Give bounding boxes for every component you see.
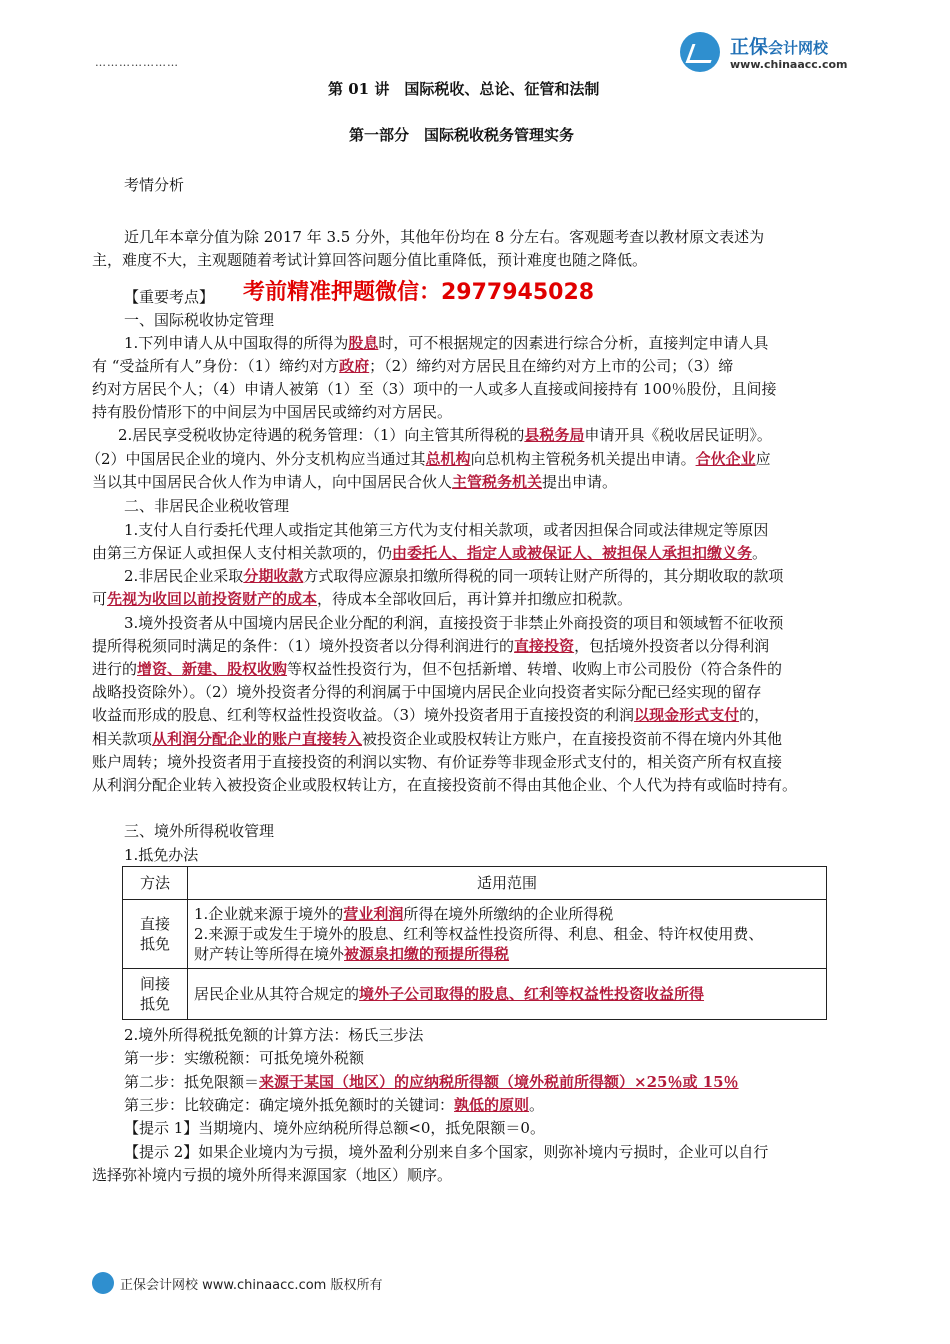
text: 的，: [739, 706, 770, 724]
header-scope: 适用范围: [188, 867, 827, 900]
promo-text: 考前精准押题微信：2977945028: [243, 280, 595, 305]
credit-methods-table: [122, 866, 827, 1020]
text: 当以其中国居民合伙人作为申请人，向中国居民合伙人: [92, 473, 453, 491]
text: 方式取得应源泉扣缴所得税的同一项转让财产所得的，其分期收取的款项: [303, 567, 784, 585]
text: 第三步：比较确定：确定境外抵免额时的关键词：: [124, 1096, 455, 1114]
text: 申请开具《税收居民证明》。: [584, 426, 772, 444]
text: 2.居民享受税收协定待遇的税务管理：（1）向主管其所得税的: [118, 426, 525, 444]
table-row: [123, 969, 827, 1020]
text: 间接: [139, 975, 170, 993]
brand-logo[interactable]: [680, 30, 880, 78]
s1-p1-line: [92, 355, 733, 377]
text: 抵免: [139, 995, 170, 1013]
logo-icon: [680, 32, 720, 72]
section3-heading: 三、境外所得税收管理: [124, 822, 275, 840]
s2-p3-line: 账户周转；境外投资者用于直接投资的利润以实物、有价证券等非现金形式支付的，相关资产所有权直接: [92, 753, 783, 771]
highlight: 总机构: [425, 450, 471, 468]
text: 居民企业从其符合规定的: [194, 985, 360, 1003]
text: 提所得税须同时满足的条件：（1）境外投资者以分得利润进行的: [92, 637, 515, 655]
text: 提出申请。: [542, 473, 618, 491]
text: 直接: [139, 915, 170, 933]
highlight: 由委托人、指定人或被保证人、被担保人承担扣缴义务: [392, 544, 753, 562]
s2-p3-line: [92, 728, 782, 750]
text: 由第三方保证人或担保人支付相关款项的，仍: [92, 544, 393, 562]
section2-heading: 二、非居民企业税收管理: [124, 497, 290, 515]
part-title: 第一部分 国际税收税务管理实务: [349, 126, 575, 144]
method-cell: [123, 900, 188, 969]
tip-2-line: 选择弥补境内亏损的境外所得来源国家（地区）顺序。: [92, 1166, 453, 1184]
text: 被投资企业或股权转让方账户，在直接投资前不得在境内外其他: [362, 730, 783, 748]
tip-2-line: 【提示 2】如果企业境内为亏损，境外盈利分别来自多个国家，则弥补境内亏损时，企业可以自行: [124, 1143, 769, 1161]
scope-line: [194, 944, 820, 964]
highlight: 来源于某国（地区）的应纳税所得额（境外税前所得额）×25％或 15％: [259, 1073, 739, 1091]
method-cell: [123, 969, 188, 1020]
analysis-line-2: 主，难度不大，主观题随着考试计算回答问题分值比重降低，预计难度也随之降低。: [92, 251, 648, 269]
text: ，包括境外投资者以分得利润: [574, 637, 770, 655]
scope-cell: [188, 969, 827, 1020]
s2-p2-line: [124, 565, 783, 587]
logo-text: [730, 32, 828, 59]
logo-url: www.chinaacc.com: [730, 58, 848, 71]
s2-p3-line: [92, 658, 782, 680]
footer-logo-icon: [92, 1272, 114, 1294]
text: 等权益性投资行为，但不包括新增、转增、收购上市公司股份（符合条件的: [287, 660, 783, 678]
text: ；（2）缔约对方居民且在缔约对方上市的公司；（3）缔: [369, 357, 734, 375]
text: 应: [755, 450, 771, 468]
s2-p3-line: [92, 704, 769, 726]
text: 所得在境外所缴纳的企业所得税: [403, 905, 614, 923]
step-3: [124, 1094, 544, 1116]
text: 向总机构主管税务机关提出申请。: [470, 450, 696, 468]
footer-copyright: 正保会计网校 www.chinaacc.com 版权所有: [120, 1278, 383, 1293]
step-2: [124, 1071, 739, 1093]
scope-line: 2.来源于或发生于境外的股息、红利等权益性投资所得、利息、租金、特许权使用费、: [194, 925, 764, 943]
highlight: 营业利润: [343, 905, 404, 923]
scope-line: [194, 984, 820, 1004]
logo-main: 正保: [730, 36, 769, 58]
key-points-label: 【重要考点】: [124, 288, 215, 306]
s1-p1-line: [124, 332, 768, 354]
logo-sub: 会计网校: [768, 39, 829, 57]
table-row: [123, 900, 827, 969]
highlight: 主管税务机关: [452, 473, 543, 491]
analysis-heading: 考情分析: [124, 176, 185, 194]
s2-p3-line: 战略投资除外）。（2）境外投资者分得的利润属于中国境内居民企业向投资者实际分配已经实现的留存: [92, 683, 762, 701]
s1-p1-line: 约对方居民个人；（4）申请人被第（1）至（3）项中的一人或多人直接或间接持有 100％股份，且间接: [92, 380, 777, 398]
highlight: 直接投资: [514, 637, 575, 655]
credit-methods-heading: 1.抵免办法: [124, 846, 199, 864]
text: 第二步：抵免限额＝: [124, 1073, 260, 1091]
text: 收益而形成的股息、红利等权益性投资收益。（3）境外投资者用于直接投资的利润: [92, 706, 635, 724]
scope-line: [194, 904, 820, 924]
s2-p1-line: 1.支付人自行委托代理人或指定其他第三方代为支付相关款项，或者因担保合同或法律规定等原因: [124, 521, 769, 539]
highlight: 以现金形式支付: [634, 706, 740, 724]
text: 相关款项: [92, 730, 153, 748]
section1-heading: 一、国际税收协定管理: [124, 311, 275, 329]
s2-p1-line: [92, 542, 767, 564]
s2-p3-line: 从利润分配企业转入被投资企业或股权转让方，在直接投资前不得由其他企业、个人代为持有或临时持有。: [92, 776, 798, 794]
scope-cell: [188, 900, 827, 969]
highlight: 境外子公司取得的股息、红利等权益性投资收益所得: [359, 985, 705, 1003]
lecture-title: 第 01 讲 国际税收、总论、征管和法制: [328, 80, 600, 98]
highlight: 被源泉扣缴的预提所得税: [344, 945, 510, 963]
s1-p2-line: [118, 424, 772, 446]
s1-p2-line: [86, 448, 771, 470]
text: 可: [92, 590, 108, 608]
step-1: 第一步：实缴税额：可抵免境外税额: [124, 1049, 365, 1067]
text: 进行的: [92, 660, 138, 678]
header-method: 方法: [123, 867, 188, 900]
text: 时，可不根据规定的因素进行综合分析，直接判定申请人具: [378, 334, 769, 352]
text: ，待成本全部收回后，再计算并扣缴应扣税款。: [317, 590, 633, 608]
s2-p2-line: [92, 588, 632, 610]
highlight: 股息: [348, 334, 379, 352]
text: 。: [752, 544, 768, 562]
s1-p2-line: [92, 471, 617, 493]
highlight: 增资、新建、股权收购: [137, 660, 288, 678]
highlight: 从利润分配企业的账户直接转入: [152, 730, 363, 748]
highlight: 孰低的原则: [454, 1096, 530, 1114]
text: 1.下列申请人从中国取得的所得为: [124, 334, 349, 352]
highlight: 先视为收回以前投资财产的成本: [107, 590, 318, 608]
text: 2.非居民企业采取: [124, 567, 244, 585]
s1-p1-line: 持有股份情形下的中间层为中国居民或缔约对方居民。: [92, 403, 453, 421]
table-header-row: [123, 867, 827, 900]
s2-p3-line: [92, 635, 769, 657]
text: 抵免: [139, 935, 170, 953]
text: 有 “受益所有人”身份：（1）缔约对方: [92, 357, 340, 375]
analysis-line-1: 近几年本章分值为除 2017 年 3.5 分外，其他年份均在 8 分左右。客观题考查以教材原文表述为: [124, 228, 765, 246]
calc-method-heading: 2.境外所得税抵免额的计算方法：杨氏三步法: [124, 1026, 424, 1044]
text: （2）中国居民企业的境内、外分支机构应当通过其: [86, 450, 426, 468]
text: 。: [529, 1096, 545, 1114]
highlight: 政府: [339, 357, 370, 375]
footer: [92, 1272, 492, 1298]
text: 财产转让等所得在境外: [194, 945, 345, 963]
s2-p3-line: 3.境外投资者从中国境内居民企业分配的利润，直接投资于非禁止外商投资的项目和领域暂不征收预: [124, 614, 784, 632]
highlight: 县税务局: [524, 426, 585, 444]
header-mark: …………………: [95, 56, 179, 69]
highlight: 分期收款: [243, 567, 304, 585]
tip-1: 【提示 1】当期境内、境外应纳税所得总额<0，抵免限额＝0。: [124, 1119, 545, 1137]
text: 1.企业就来源于境外的: [194, 905, 344, 923]
highlight: 合伙企业: [695, 450, 756, 468]
